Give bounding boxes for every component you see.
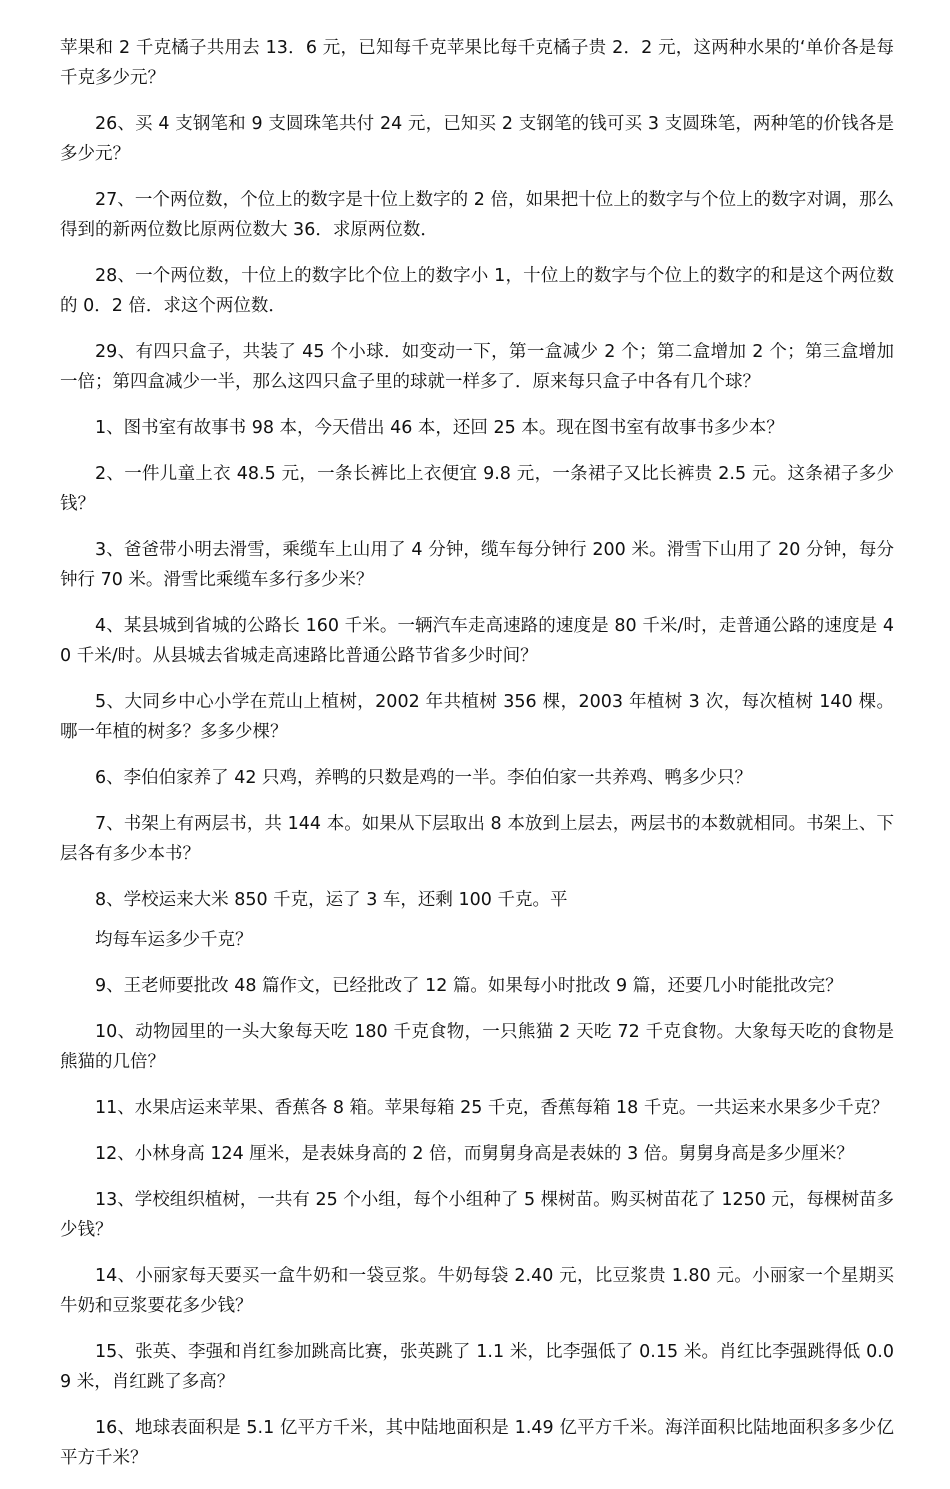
- document-page: [60, 33, 894, 1489]
- problem-27: 27、一个两位数，个位上的数字是十位上数字的 2 倍，如果把十位上的数字与个位上的数字对调，那么得到的新两位数比原两位数大 36．求原两位数．: [60, 190, 894, 240]
- problem-7: 7、书架上有两层书，共 144 本。如果从下层取出 8 本放到上层去，两层书的本数就相同。书架上、下层各有多少本书？: [60, 814, 894, 864]
- problem-2: 2、一件儿童上衣 48.5 元，一条长裤比上衣便宜 9.8 元，一条裙子又比长裤贵 2.5 元。这条裙子多少钱？: [60, 464, 894, 514]
- problem-3: 3、爸爸带小明去滑雪，乘缆车上山用了 4 分钟，缆车每分钟行 200 米。滑雪下山用了 20 分钟，每分钟行 70 米。滑雪比乘缆车多行多少米？: [60, 540, 894, 590]
- problem-8-continued: 均每车运多少千克？: [95, 930, 253, 950]
- problem-26: 26、买 4 支钢笔和 9 支圆珠笔共付 24 元，已知买 2 支钢笔的钱可买 3 支圆珠笔，两种笔的价钱各是多少元？: [60, 114, 894, 164]
- problem-11: 11、水果店运来苹果、香蕉各 8 箱。苹果每箱 25 千克，香蕉每箱 18 千克。一共运来水果多少千克？: [95, 1098, 889, 1118]
- problem-continuation: 苹果和 2 千克橘子共用去 13．6 元，已知每千克苹果比每千克橘子贵 2．2 元，这两种水果的‘单价各是每千克多少元？: [60, 38, 894, 88]
- problem-14: 14、小丽家每天要买一盒牛奶和一袋豆浆。牛奶每袋 2.40 元，比豆浆贵 1.80 元。小丽家一个星期买牛奶和豆浆要花多少钱？: [60, 1266, 894, 1316]
- problem-10: 10、动物园里的一头大象每天吃 180 千克食物，一只熊猫 2 天吃 72 千克食物。大象每天吃的食物是熊猫的几倍？: [60, 1022, 894, 1072]
- problem-5: 5、大同乡中心小学在荒山上植树，2002 年共植树 356 棵，2003 年植树 3 次，每次植树 140 棵。哪一年植的树多？多多少棵？: [60, 692, 894, 742]
- problem-28: 28、一个两位数，十位上的数字比个位上的数字小 1，十位上的数字与个位上的数字的和是这个两位数的 0．2 倍．求这个两位数．: [60, 266, 894, 316]
- problem-1: 1、图书室有故事书 98 本，今天借出 46 本，还回 25 本。现在图书室有故事书多少本？: [95, 418, 784, 438]
- problem-8: 8、学校运来大米 850 千克，运了 3 车，还剩 100 千克。平: [95, 890, 568, 910]
- problem-12: 12、小林身高 124 厘米，是表妹身高的 2 倍，而舅舅身高是表妹的 3 倍。舅舅身高是多少厘米？: [95, 1144, 854, 1164]
- problem-9: 9、王老师要批改 48 篇作文，已经批改了 12 篇。如果每小时批改 9 篇，还要几小时能批改完？: [95, 976, 843, 996]
- problem-13: 13、学校组织植树，一共有 25 个小组，每个小组种了 5 棵树苗。购买树苗花了 1250 元，每棵树苗多少钱？: [60, 1190, 894, 1240]
- problem-16: 16、地球表面积是 5.1 亿平方千米，其中陆地面积是 1.49 亿平方千米。海洋面积比陆地面积多多少亿平方千米？: [60, 1418, 894, 1468]
- problem-15: 15、张英、李强和肖红参加跳高比赛，张英跳了 1.1 米，比李强低了 0.15 米。肖红比李强跳得低 0.09 米，肖红跳了多高？: [60, 1342, 894, 1392]
- problem-4: 4、某县城到省城的公路长 160 千米。一辆汽车走高速路的速度是 80 千米/时，走普通公路的速度是 40 千米/时。从县城去省城走高速路比普通公路节省多少时间？: [60, 616, 894, 666]
- problem-6: 6、李伯伯家养了 42 只鸡，养鸭的只数是鸡的一半。李伯伯家一共养鸡、鸭多少只？: [95, 768, 753, 788]
- problem-29: 29、有四只盒子，共装了 45 个小球．如变动一下，第一盒减少 2 个；第二盒增加 2 个；第三盒增加一倍；第四盒减少一半，那么这四只盒子里的球就一样多了．原来每只盒子中各有几个球？: [60, 342, 894, 392]
